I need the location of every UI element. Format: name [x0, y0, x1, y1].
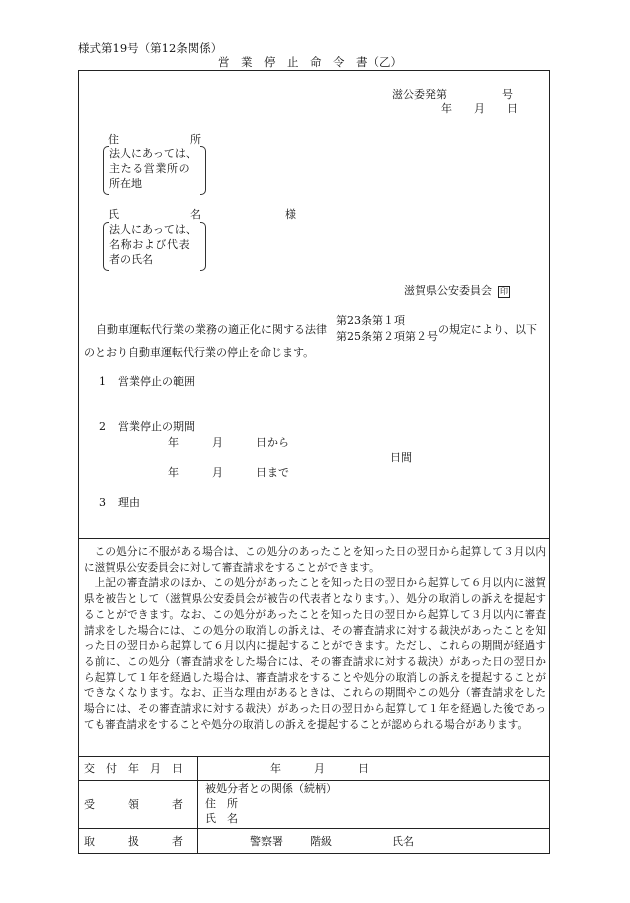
table-column-divider [197, 756, 198, 854]
delivery-date-value: 年 月 日 [270, 762, 369, 775]
document-number: 滋公委発第 号 [392, 88, 513, 101]
handler-name-label: 氏名 [392, 835, 414, 848]
name-label-right: 名 [190, 208, 201, 221]
address-label-left: 住 [108, 133, 119, 146]
issuer-name: 滋賀県公安委員会 [404, 284, 492, 297]
period-to: 年 月 日まで [168, 466, 289, 479]
item-2-number: 2 [99, 420, 106, 433]
rank-label: 階級 [310, 835, 332, 848]
item-1-label: 営業停止の範囲 [118, 375, 195, 388]
address-note-line: 主たる営業所の [109, 162, 191, 175]
address-note-line: 法人にあっては、 [109, 147, 197, 160]
order-article-1: 第23条第１項 [336, 314, 405, 327]
delivery-date-label: 交 付 年 月 日 [84, 762, 183, 775]
document-title: 営 業 停 止 命 令 書（乙） [218, 55, 402, 69]
order-article-2: 第25条第２項第２号 [336, 330, 438, 343]
police-station-label: 警察署 [250, 835, 283, 848]
table-divider [78, 780, 550, 781]
issuer [404, 284, 510, 299]
name-note-line: 者の氏名 [109, 253, 153, 266]
appeal-notice [84, 545, 546, 733]
notice-paragraph: この処分に不服がある場合は、この処分のあったことを知った日の翌日から起算して３月以内に滋賀県公安委員会に対して審査請求をすることができます。 [84, 546, 546, 574]
seal-mark: 印 [500, 287, 508, 296]
form-number: 様式第19号（第12条関係） [78, 41, 223, 55]
table-divider [78, 828, 550, 829]
right-bracket [200, 222, 206, 271]
item-3-label: 理由 [118, 496, 140, 509]
relation-label: 被処分者との関係（続柄） [205, 782, 337, 795]
recipient-address-label: 住 所 [205, 797, 238, 810]
item-3-number: 3 [99, 496, 106, 509]
name-honorific: 様 [285, 208, 296, 221]
table-divider [78, 756, 550, 757]
right-bracket [200, 146, 206, 195]
form-frame [78, 70, 550, 854]
item-2-label: 営業停止の期間 [118, 420, 195, 433]
section-divider [78, 538, 550, 539]
order-text-before: 自動車運転代行業の業務の適正化に関する法律 [96, 323, 327, 336]
order-text-after: の規定により、以下 [438, 323, 537, 336]
notice-paragraph: 上記の審査請求のほか、この処分があったことを知った日の翌日から起算して６月以内に滋賀県を被告として（滋賀県公安委員会が被告の代表者となります。）、処分の取消しの訴えを提起することができます。なお、この処分があったことを知った日の翌日から起算して３月以内に審査請求をした場合には、この処分の取消しの訴えは、その審査請求に対する裁決があったことを知った日の翌日から起算して６月以内に提起することができます。ただし、これらの期間が経過する前に、この処分（審査請求をした場合には、その審査請求に対する裁決）があった日の翌日から起算して１年を経過した場合は、審査請求をすることや処分の取消しの訴えを提起することができなくなります。なお、正当な理由があるときは、これらの期間やこの処分（審査請求をした場合には、その審査請求に対する裁決）があった日の翌日から起算して１年を経過した後であっても審査請求をすることや処分の取消しの訴えを提起することが認められる場合があります。 [84, 577, 546, 731]
address-note-line: 所在地 [109, 177, 142, 190]
recipient-name-label: 氏 名 [205, 812, 238, 825]
period-from: 年 月 日から [168, 436, 289, 449]
name-note-line: 法人にあっては、 [109, 223, 197, 236]
item-1-number: 1 [99, 375, 106, 388]
period-days: 日間 [390, 451, 412, 464]
recipient-label: 受 領 者 [84, 798, 183, 811]
order-text-line2: のとおり自動車運転代行業の停止を命じます。 [84, 346, 315, 359]
address-label-right: 所 [190, 133, 201, 146]
name-label-left: 氏 [108, 208, 119, 221]
handler-label: 取 扱 者 [84, 835, 183, 848]
issue-date: 年 月 日 [441, 102, 518, 115]
name-note-line: 名称および代表 [109, 238, 191, 251]
